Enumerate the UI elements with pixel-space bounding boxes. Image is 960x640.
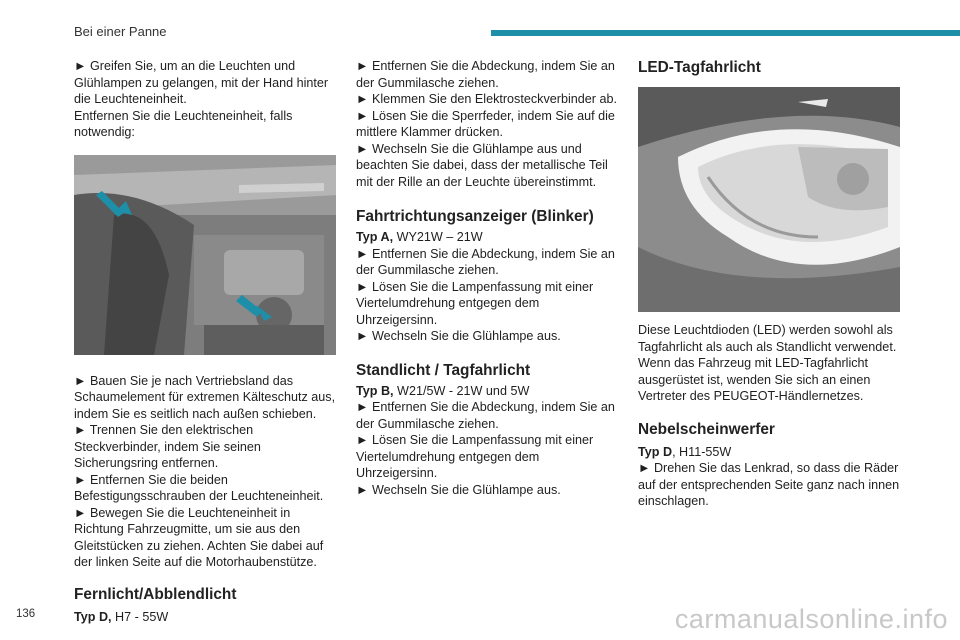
lamp-spec: H7 - 55W [111,609,169,624]
lamp-type-label: Typ A, [356,230,394,244]
column-3 [638,58,900,510]
column-1 [74,58,336,625]
lamp-type-label: Typ D [638,444,673,459]
section-title: Bei einer Panne [74,24,167,39]
instruction-paragraph: ► Entfernen Sie die Abdeckung, indem Sie an der Gummilasche ziehen. ► Klemmen Sie den Elektrosteckverbinder ab. ► Lösen Sie die Sperrfeder, indem Sie auf die mittlere Klammer drücken. ► Wechseln Sie die Glühlampe aus und beachten Sie dabei, dass der metallische Teil mit der Rille an der Leuchte übereinstimmt. [356,59,617,189]
heading-fernlicht: Fernlicht/Abblendlicht [74,585,237,603]
lamp-type-line [638,444,900,510]
heading-blinker: Fahrtrichtungsanzeiger (Blinker) [356,208,594,225]
led-headlight-illustration [638,87,900,312]
heading-led-tagfahrlicht: LED-Tagfahrlicht [638,59,761,76]
lamp-type-line [356,229,618,345]
instruction-paragraph: ► Greifen Sie, um an die Leuchten und Glühlampen zu gelangen, mit der Hand hinter die Leuchteneinheit. Entfernen Sie die Leuchteneinheit, falls notwendig: [74,59,329,139]
lamp-type-line [74,609,336,626]
heading-standlicht: Standlicht / Tagfahrlicht [356,361,531,379]
lamp-spec: W21/5W - 21W und 5W ► Entfernen Sie die Abdeckung, indem Sie an der Gummilasche ziehen. ► Lösen Sie die Lampenfassung mit einer Viertelumdrehung entgegen dem Uhrzeigersinn. ► Wechseln Sie die Glühlampe aus. [356,383,615,497]
page-number: 136 [16,608,36,620]
lamp-type-line [356,383,618,499]
heading-nebelscheinwerfer: Nebelscheinwerfer [638,420,775,438]
lamp-type-label: Typ B, [356,383,394,398]
instruction-paragraph: ► Bauen Sie je nach Vertriebsland das Schaumelement für extremen Kälteschutz aus, indem Sie es seitlich nach außen schieben. ► Trennen Sie den elektrischen Steckverbinder, indem Sie seinen Sicherungsring entfernen. ► Entfernen Sie die beiden Befestigungsschrauben der Leuchteneinheit. ► Bewegen Sie die Leuchteneinheit in Richtung Fahrzeugmitte, um sie aus den Gleitstücken zu ziehen. Achten Sie dabei auf der linken Seite auf die Motorhaubenstütze. [74,373,336,569]
engine-bay-illustration [74,155,336,355]
lamp-type-label: Typ D, [74,609,112,624]
lamp-spec: , H11-55W ► Drehen Sie das Lenkrad, so dass die Räder auf der entsprechenden Seite ganz nach innen einschlagen. [638,444,900,508]
lamp-spec: WY21W – 21W ► Entfernen Sie die Abdeckung, indem Sie an der Gummilasche ziehen. ► Lösen Sie die Lampenfassung mit einer Viertelumdrehung entgegen dem Uhrzeigersinn. ► Wechseln Sie die Glühlampe aus. [356,230,615,343]
column-2 [356,58,618,498]
instruction-paragraph: Diese Leuchtdioden (LED) werden sowohl als Tagfahrlicht als auch als Standlicht verwendet. Wenn das Fahrzeug mit LED-Tagfahrlicht ausgerüstet ist, wenden Sie sich an einen Vertreter des PEUGEOT-Händlernetzes. [638,323,897,403]
watermark: carmanualsonline.info [674,604,948,634]
header-accent-bar [491,30,960,36]
